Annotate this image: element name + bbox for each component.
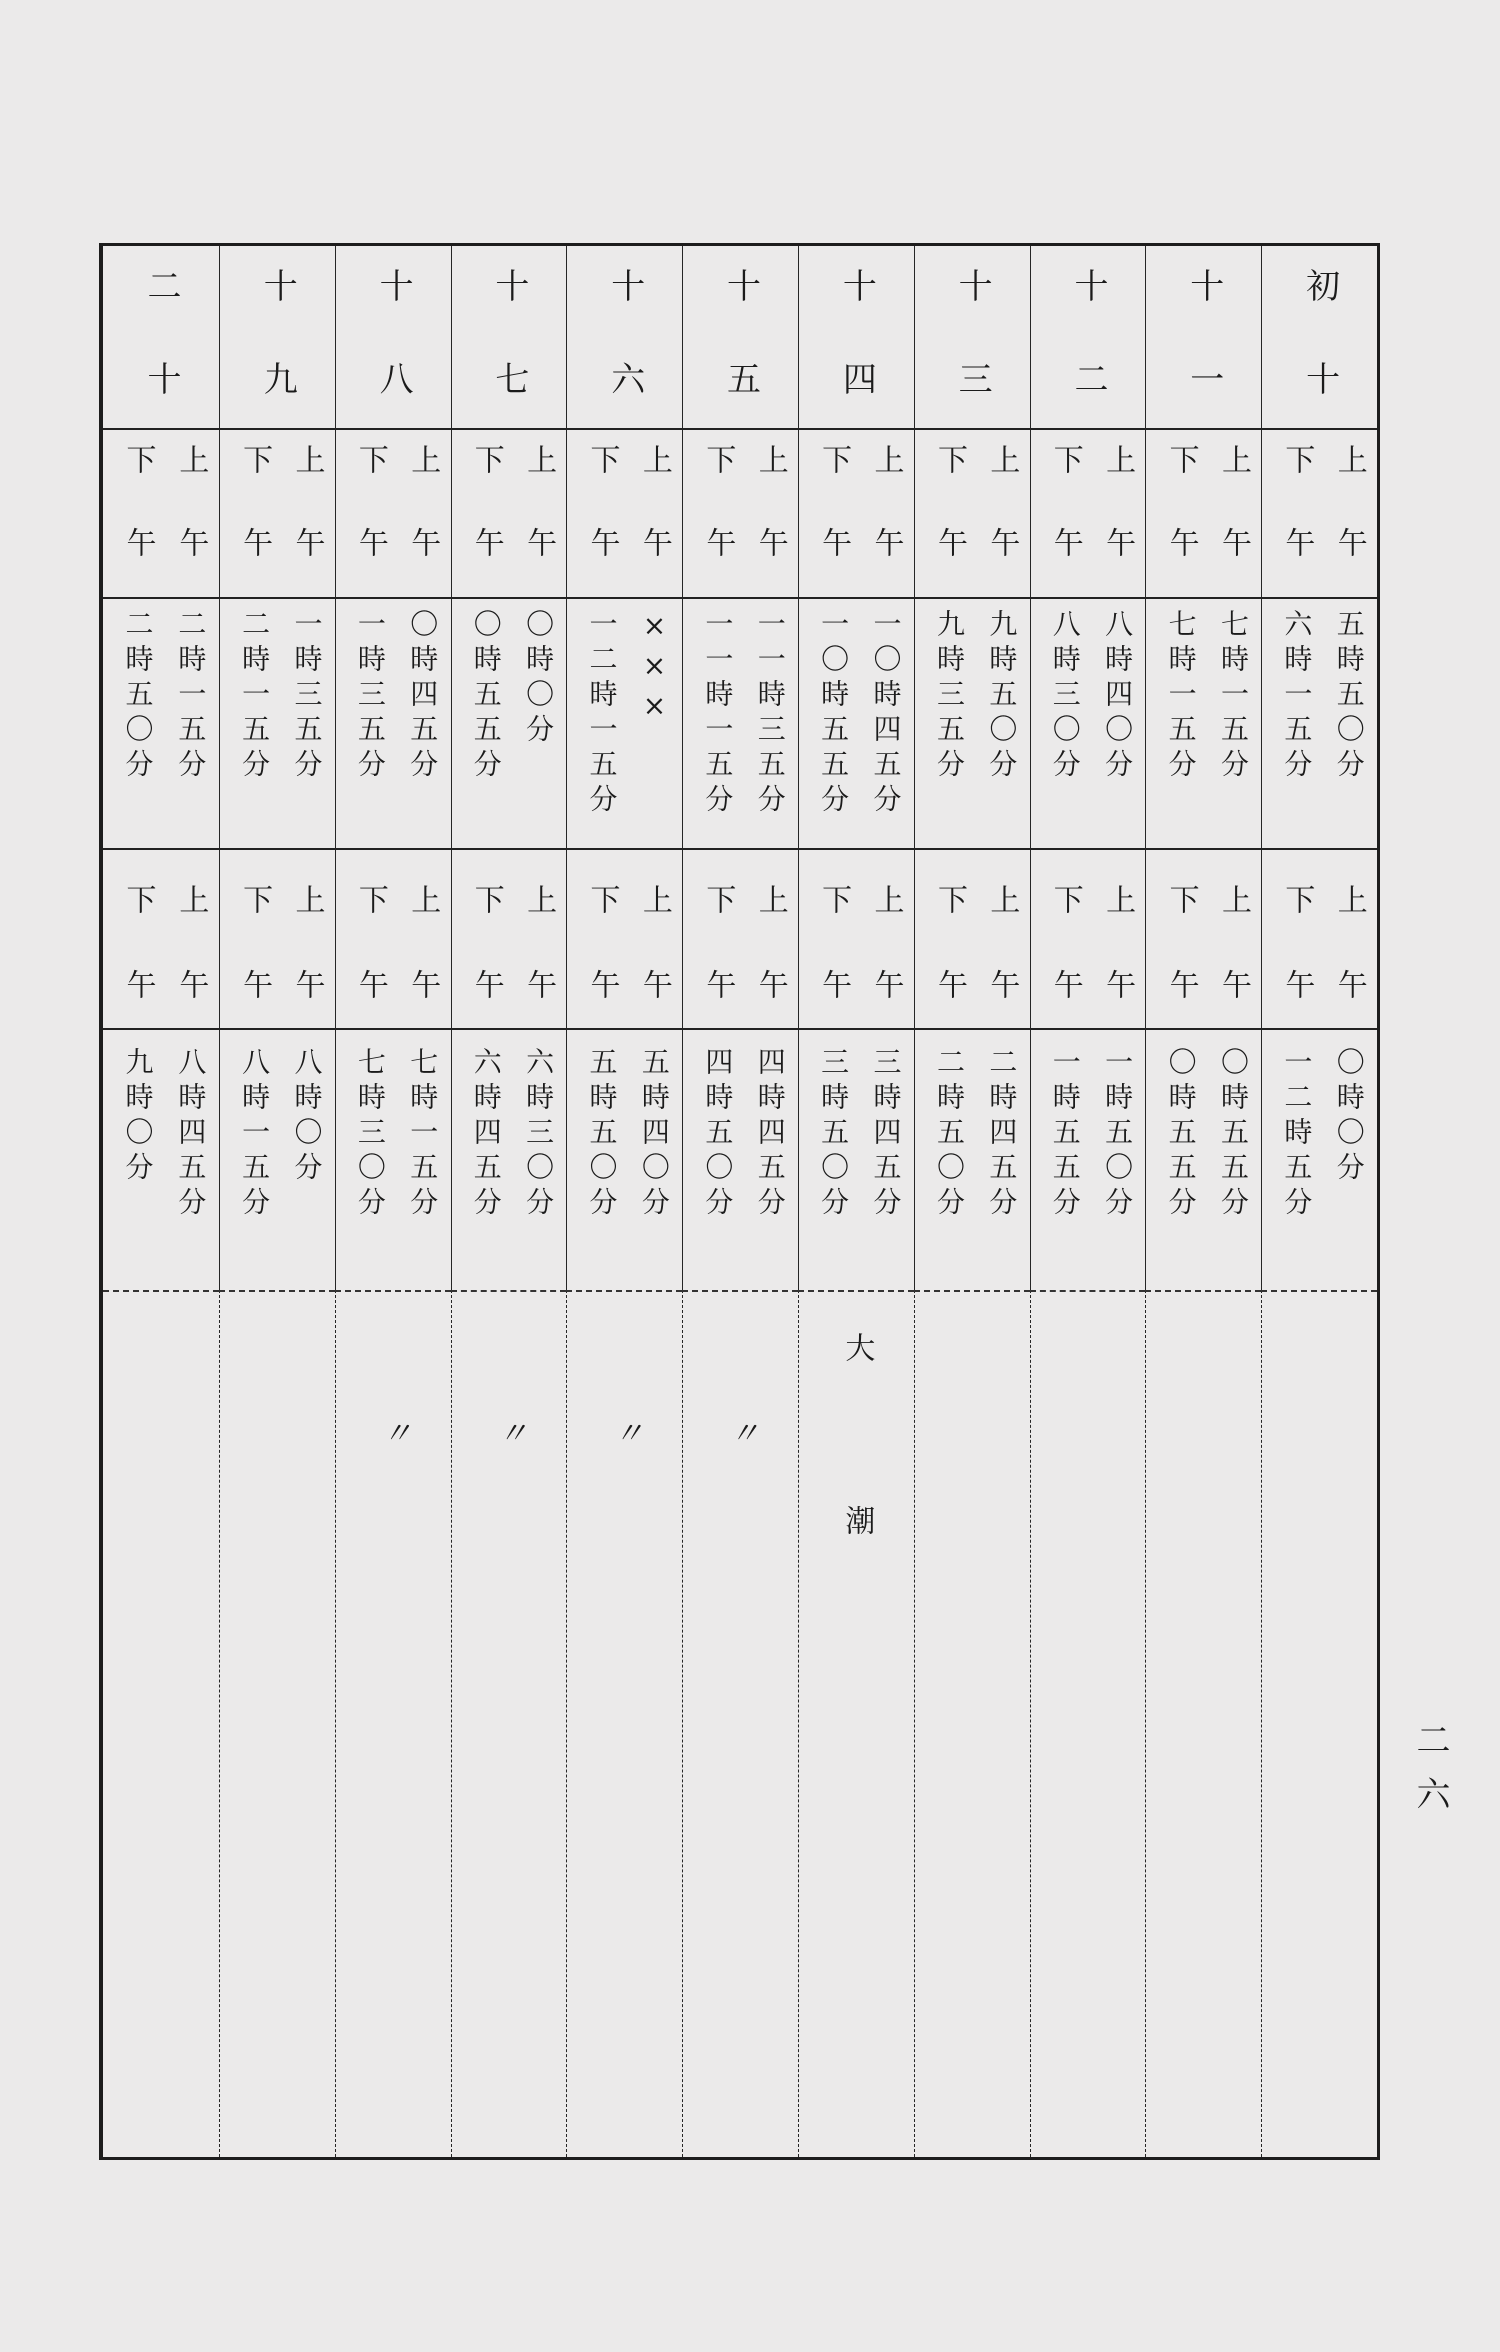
pm-label: 下午 [1047,884,1083,1054]
tide-times-first [1145,597,1261,848]
am-cell [1091,1030,1143,1290]
am-cell [280,1030,332,1290]
am-label: 上午 [636,444,672,610]
am-cell [1323,1030,1375,1290]
am-pm-header [1261,428,1377,610]
am-cell [859,1030,911,1290]
pm-cell [344,430,396,610]
pm-cell [460,599,512,848]
day-cell [335,246,451,454]
am-cell [744,850,796,1054]
pm-cell [807,599,859,848]
am-pm-header [1261,848,1377,1054]
am-label: 上午 [1331,444,1367,610]
am-cell [744,1030,796,1290]
am-time-2: 一時五〇分 [1101,1047,1135,1222]
pm-cell [344,1030,396,1290]
pm-cell [460,1030,512,1290]
am-time-1: 七時一五分 [1216,609,1250,784]
pm-label: 下午 [237,444,273,610]
pm-label: 下午 [468,444,504,610]
remark-cell [1261,1290,1377,2157]
am-cell [396,430,448,610]
pm-cell [1154,430,1206,610]
am-cell [859,850,911,1054]
am-label: 上午 [868,444,904,610]
pm-label: 下午 [352,884,388,1054]
am-cell [1207,1030,1259,1290]
remark-cell [103,1290,219,2157]
am-cell [744,430,796,610]
am-time-2: 三時四五分 [869,1047,903,1222]
am-pm-header [566,428,682,610]
am-label: 上午 [868,884,904,1054]
remark-cell [1145,1290,1261,2157]
pm-cell [807,430,859,610]
pm-cell [1154,850,1206,1054]
pm-label: 下午 [931,884,967,1054]
am-label: 上午 [636,884,672,1054]
day-column [1261,246,1377,2157]
am-time-2: 八時〇分 [290,1047,324,1187]
tide-times-first [566,597,682,848]
am-cell [512,430,564,610]
am-cell [628,599,680,848]
am-cell [1207,599,1259,848]
am-cell [396,1030,448,1290]
am-time-1: 〇時四五分 [406,609,440,784]
am-cell [628,1030,680,1290]
pm-cell [1154,599,1206,848]
pm-cell [1270,599,1322,848]
am-pm-header [798,428,914,610]
am-pm-header [798,848,914,1054]
tide-times-second [566,1028,682,1290]
tide-times-second [451,1028,567,1290]
pm-time-2: 八時一五分 [238,1047,272,1222]
am-time-2: 八時四五分 [174,1047,208,1222]
pm-time-2: 二時五〇分 [932,1047,966,1222]
pm-cell [575,850,627,1054]
am-pm-header [682,428,798,610]
pm-cell [1270,430,1322,610]
am-time-1: 一〇時四五分 [869,609,903,819]
page-number: 二六 [1410,1722,1450,1830]
pm-cell [460,430,512,610]
am-cell [975,599,1027,848]
day-cell [1030,246,1146,454]
pm-label: 下午 [468,884,504,1054]
pm-cell [111,1030,164,1290]
remark-cell [566,1290,682,2157]
am-cell [744,599,796,848]
am-cell [1091,850,1143,1054]
am-cell [975,430,1027,610]
pm-label: 下午 [700,884,736,1054]
am-label: 上午 [984,884,1020,1054]
pm-time-1: 八時三〇分 [1048,609,1082,784]
am-cell [164,850,217,1054]
day-cell [566,246,682,454]
am-pm-header [1030,428,1146,610]
am-cell [164,1030,217,1290]
am-cell [280,850,332,1054]
am-cell [512,1030,564,1290]
am-cell [1207,430,1259,610]
day-cell [103,246,219,454]
pm-cell [1270,1030,1322,1290]
pm-time-1: 二時五〇分 [121,609,155,784]
remark-cell [682,1290,798,2157]
am-label: 上午 [752,444,788,610]
pm-time-1: 六時一五分 [1280,609,1314,784]
remark-cell [451,1290,567,2157]
pm-cell [460,850,512,1054]
pm-label: 下午 [352,444,388,610]
pm-time-1: 一〇時五五分 [817,609,851,819]
day-cell [914,246,1030,454]
tide-times-first [103,597,219,848]
pm-cell [111,430,164,610]
pm-cell [691,599,743,848]
remark-cell [1030,1290,1146,2157]
am-pm-header [914,848,1030,1054]
day-label: 十六 [604,268,645,454]
am-label: 上午 [1331,884,1367,1054]
pm-cell [228,1030,280,1290]
tide-times-first [1030,597,1146,848]
am-time-1: 一一時三五分 [753,609,787,819]
am-pm-header [335,428,451,610]
pm-label: 下午 [1163,884,1199,1054]
pm-cell [575,599,627,848]
pm-time-2: 一時五五分 [1048,1047,1082,1222]
tide-times-first [335,597,451,848]
am-cell [1323,430,1375,610]
am-pm-header [1145,428,1261,610]
am-pm-header [682,848,798,1054]
tide-times-first [798,597,914,848]
am-cell [859,599,911,848]
pm-label: 下午 [816,444,852,610]
pm-cell [923,1030,975,1290]
am-time-1: 九時五〇分 [985,609,1019,784]
pm-label: 下午 [1163,444,1199,610]
pm-cell [1039,1030,1091,1290]
remark-cell [914,1290,1030,2157]
remark: 〃 [723,1417,759,1447]
tide-times-first [682,597,798,848]
am-pm-header [451,428,567,610]
day-cell [682,246,798,454]
am-cell [164,430,217,610]
day-column [103,246,219,2157]
tide-times-second [103,1028,219,1290]
am-label: 上午 [1100,884,1136,1054]
am-label: 上午 [405,884,441,1054]
am-time-2: 五時四〇分 [637,1047,671,1222]
day-cell [451,246,567,454]
am-cell [280,599,332,848]
am-time-2: 六時三〇分 [522,1047,556,1222]
am-label: 上午 [521,444,557,610]
tide-times-second [1145,1028,1261,1290]
pm-time-1: 九時三五分 [932,609,966,784]
am-cell [1091,599,1143,848]
am-pm-header [451,848,567,1054]
tide-times-second [219,1028,335,1290]
pm-cell [923,599,975,848]
am-time-2: 四時四五分 [753,1047,787,1222]
day-column [451,246,567,2157]
am-time-1: 二時一五分 [174,609,208,784]
pm-cell [1154,1030,1206,1290]
pm-label: 下午 [1047,444,1083,610]
tide-times-first [451,597,567,848]
pm-label: 下午 [700,444,736,610]
am-cell [975,850,1027,1054]
pm-cell [344,599,396,848]
pm-label: 下午 [816,884,852,1054]
tide-times-first [914,597,1030,848]
am-label: 上午 [1100,444,1136,610]
pm-cell [923,430,975,610]
am-cell [1323,850,1375,1054]
tide-times-second [682,1028,798,1290]
pm-cell [923,850,975,1054]
am-label: 上午 [289,444,325,610]
tide-times-second [1261,1028,1377,1290]
am-label: 上午 [1215,444,1251,610]
am-cell [628,850,680,1054]
remark: 大潮 [839,1332,875,1678]
day-column [1145,246,1261,2157]
am-cell [512,599,564,848]
tide-table [99,243,1380,2160]
tide-times-second [798,1028,914,1290]
pm-cell [1039,430,1091,610]
am-time-2: 二時四五分 [985,1047,1019,1222]
am-time-1: 五時五〇分 [1332,609,1366,784]
am-cell [1207,850,1259,1054]
pm-cell [807,1030,859,1290]
am-label: 上午 [521,884,557,1054]
day-column [798,246,914,2157]
am-label: 上午 [173,884,209,1054]
am-pm-header [219,428,335,610]
pm-cell [807,850,859,1054]
day-label: 十三 [952,268,993,454]
day-label: 二十 [140,268,181,454]
day-column [1030,246,1146,2157]
am-label: 上午 [752,884,788,1054]
pm-label: 下午 [1279,444,1315,610]
pm-cell [691,430,743,610]
pm-time-1: 一二時一五分 [585,609,619,819]
am-pm-header [103,428,219,610]
day-column [335,246,451,2157]
pm-time-2: 〇時五五分 [1164,1047,1198,1222]
pm-cell [344,850,396,1054]
tide-times-second [335,1028,451,1290]
day-label: 初十 [1299,268,1340,454]
am-cell [512,850,564,1054]
pm-label: 下午 [1279,884,1315,1054]
am-time-1: 八時四〇分 [1101,609,1135,784]
am-time-2: 〇時〇分 [1332,1047,1366,1187]
pm-time-1: 二時一五分 [238,609,272,784]
remark: 〃 [491,1417,527,1447]
pm-time-2: 一二時五分 [1280,1047,1314,1222]
day-cell [1261,246,1377,454]
am-label: 上午 [405,444,441,610]
tide-times-first [1261,597,1377,848]
pm-cell [228,430,280,610]
tide-times-second [1030,1028,1146,1290]
am-time-1: 〇時〇分 [522,609,556,749]
am-pm-header [335,848,451,1054]
remark-cell [798,1290,914,2157]
pm-time-1: 一一時一五分 [701,609,735,819]
pm-cell [691,1030,743,1290]
am-cell [1091,430,1143,610]
pm-cell [575,1030,627,1290]
am-cell [1323,599,1375,848]
am-time-2: 〇時五五分 [1216,1047,1250,1222]
am-cell [628,430,680,610]
pm-label: 下午 [931,444,967,610]
day-column [914,246,1030,2157]
am-cell [396,850,448,1054]
day-column [682,246,798,2157]
am-label: 上午 [984,444,1020,610]
tide-times-first [219,597,335,848]
pm-cell [228,599,280,848]
am-pm-header [566,848,682,1054]
pm-time-2: 五時五〇分 [585,1047,619,1222]
pm-time-1: 一時三五分 [353,609,387,784]
am-label: 上午 [173,444,209,610]
day-label: 十九 [257,268,298,454]
day-cell [219,246,335,454]
am-cell [164,599,217,848]
day-label: 十一 [1183,268,1224,454]
pm-cell [1039,850,1091,1054]
am-cell [280,430,332,610]
am-time-1: ××× [637,609,671,729]
am-time-1: 一時三五分 [290,609,324,784]
pm-time-1: 〇時五五分 [469,609,503,784]
am-cell [396,599,448,848]
pm-label: 下午 [120,884,156,1054]
day-label: 十七 [488,268,529,454]
pm-time-2: 七時三〇分 [353,1047,387,1222]
pm-cell [691,850,743,1054]
am-pm-header [103,848,219,1054]
day-label: 十八 [373,268,414,454]
pm-time-2: 六時四五分 [469,1047,503,1222]
day-cell [798,246,914,454]
pm-cell [228,850,280,1054]
pm-cell [111,850,164,1054]
am-pm-header [914,428,1030,610]
pm-time-2: 九時〇分 [121,1047,155,1187]
pm-label: 下午 [584,884,620,1054]
am-label: 上午 [1215,884,1251,1054]
am-pm-header [1145,848,1261,1054]
pm-time-2: 三時五〇分 [817,1047,851,1222]
day-column [566,246,682,2157]
remark: 〃 [376,1417,412,1447]
am-time-2: 七時一五分 [406,1047,440,1222]
pm-cell [1270,850,1322,1054]
am-pm-header [219,848,335,1054]
am-label: 上午 [289,884,325,1054]
pm-time-1: 七時一五分 [1164,609,1198,784]
pm-label: 下午 [237,884,273,1054]
pm-label: 下午 [120,444,156,610]
pm-time-2: 四時五〇分 [701,1047,735,1222]
remark: 〃 [607,1417,643,1447]
am-cell [975,1030,1027,1290]
remark-cell [219,1290,335,2157]
day-label: 十四 [836,268,877,454]
day-column [219,246,335,2157]
day-cell [1145,246,1261,454]
day-label: 十五 [720,268,761,454]
am-cell [859,430,911,610]
tide-times-second [914,1028,1030,1290]
pm-cell [1039,599,1091,848]
am-pm-header [1030,848,1146,1054]
pm-cell [111,599,164,848]
day-label: 十二 [1067,268,1108,454]
pm-cell [575,430,627,610]
pm-label: 下午 [584,444,620,610]
remark-cell [335,1290,451,2157]
